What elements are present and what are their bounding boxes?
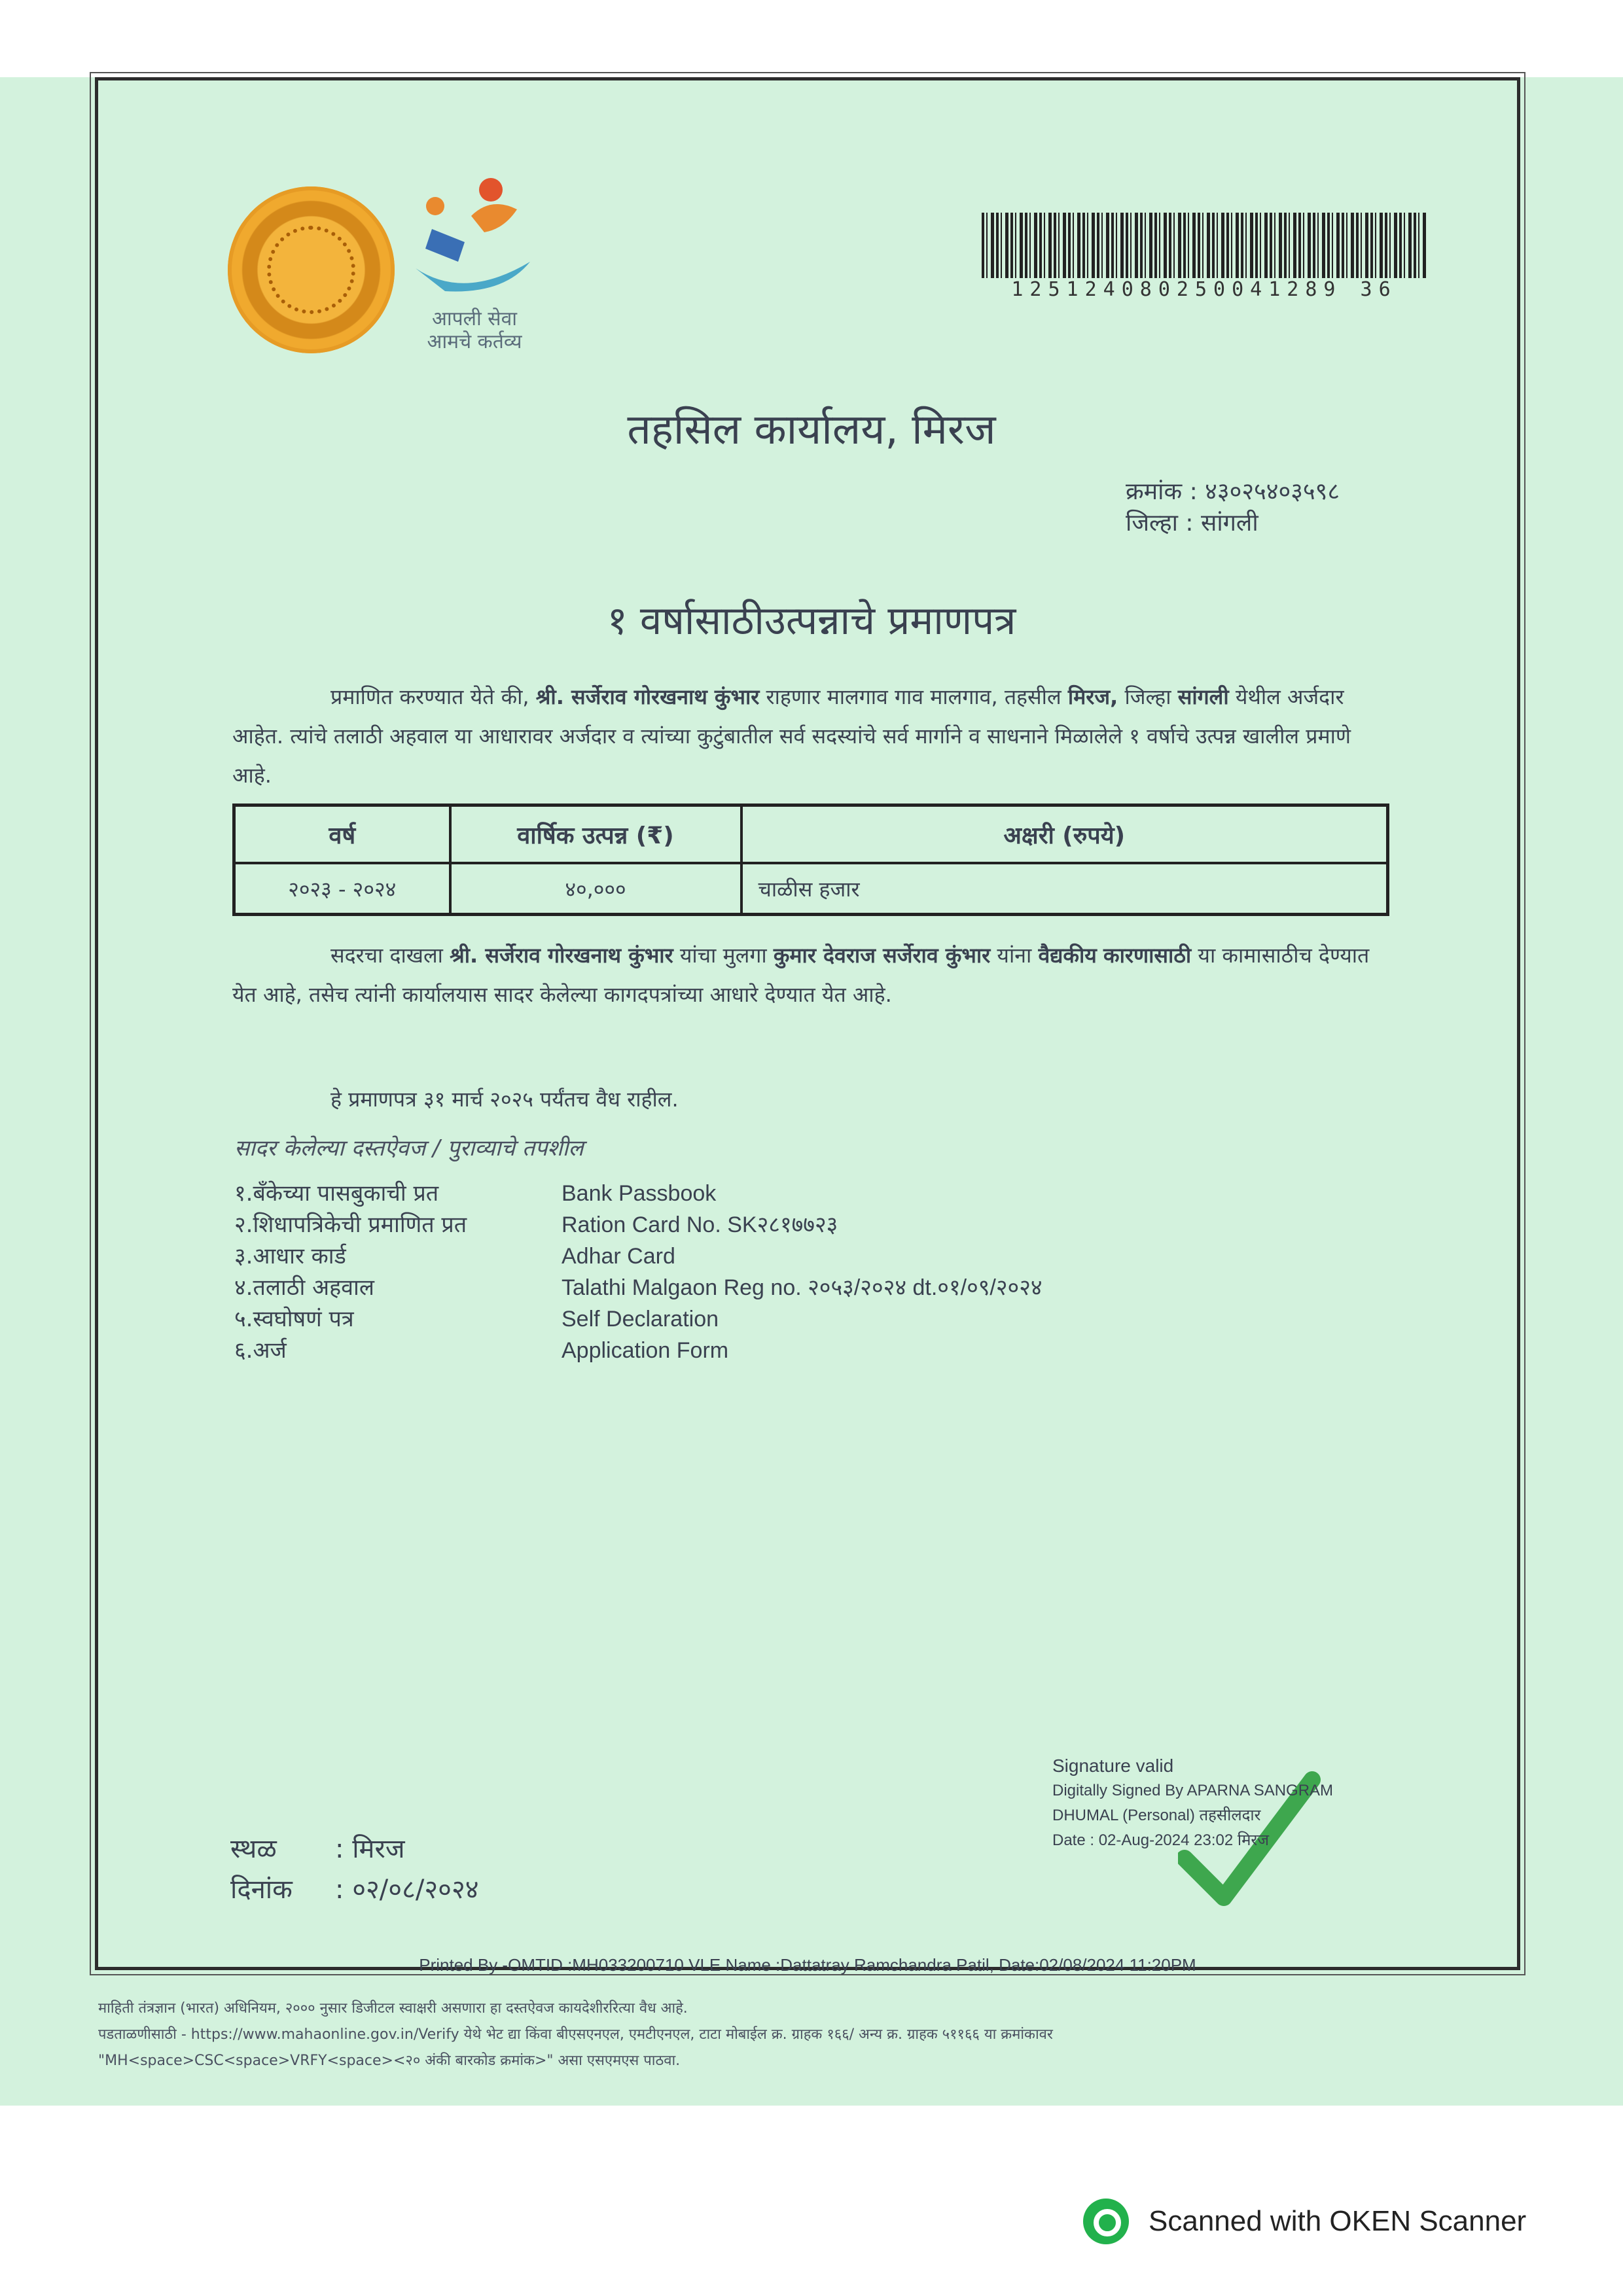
table-header-row [234,805,1388,864]
barcode [982,213,1427,278]
purpose-paragraph: सदरचा दाखला श्री. सर्जेराव गोरखनाथ कुंभार यांचा मुलगा कुमार देवराज सर्जेराव कुंभार यांना वैद्यकीय कारणासाठी या कामासाठीच देण्यात येत आहे, तसेच त्यांनी कार्यालयास सादर केलेल्या कागदपत्रांच्या आधारे देण्यात येत आहे. [232,943,1370,1007]
printed-by-line: Printed By -OMTID :MH033200710 VLE Name :Dattatray Ramchandra Patil, Date:02/08/2024 11:20PM [419,1955,1196,1975]
documents-list [234,1178,1216,1366]
oken-scanner-icon [1083,2199,1129,2244]
certificate-border [95,77,1520,1970]
cell-income: ४०,००० [450,863,741,915]
cell-year: २०२३ - २०२४ [234,863,450,915]
certificate-number: क्रमांक : ४३०२५४०३५९८ [1126,478,1340,505]
column-header-in-words: अक्षरी (रुपये) [741,805,1388,864]
scanner-text: Scanned with OKEN Scanner [1149,2205,1527,2237]
column-header-income: वार्षिक उत्पन्न (₹) [450,805,741,864]
income-table [232,804,1389,916]
certification-paragraph: प्रमाणित करण्यात येते की, श्री. सर्जेराव गोरखनाथ कुंभार राहणार मालगाव गाव मालगाव, तहसील मिरज, जिल्हा सांगली येथील अर्जदार आहेत. त्यांचे तलाठी अहवाल या आधारावर अर्जदार व त्यांच्या कुटुंबातील सर्व सदस्यांचे सर्व मार्गाने व साधनाने मिळालेले १ वर्षाचे उत्पन्न खालील प्रमाणे आहे. [232,684,1351,788]
footer-line: पडताळणीसाठी - https://www.mahaonline.gov.in/Verify येथे भेट द्या किंवा बीएसएनएल, एमटीएनएल, टाटा मोबाईल क्र. ग्राहक १६६/ अन्य क्र. ग्राहक ५११६६ या क्रमांकावर [98,2026,1053,2043]
date-row: दिनांक : ०२/०८/२०२४ [230,1875,479,1905]
signature-date: Date : 02-Aug-2024 23:02 मिरज [1052,1831,1270,1849]
list-item: ३.आधार कार्ड Adhar Card [234,1243,675,1269]
footer-line: माहिती तंत्रज्ञान (भारत) अधिनियम, २००० नुसार डिजीटल स्वाक्षरी असणारा हा दस्तऐवज कायदेशीररित्या वैध आहे. [98,2000,688,2017]
aapli-seva-logo [406,170,543,353]
place-row: स्थळ : मिरज [230,1834,405,1864]
footer-line: "MH<space>CSC<space>VRFY<space><२० अंकी बारकोड क्रमांक>" असा एसएमएस पाठवा. [98,2053,681,2069]
list-item: ६.अर्ज Application Form [234,1337,729,1364]
validity-text: हे प्रमाणपत्र ३१ मार्च २०२५ पर्यंतच वैध राहील. [330,1087,679,1112]
signature-valid-text: Signature valid [1052,1756,1174,1776]
documents-heading: सादर केलेल्या दस्तऐवज / पुराव्याचे तपशील [234,1135,584,1161]
maharashtra-seal-icon [228,186,395,353]
table-row [234,863,1388,915]
reference-block [1126,476,1340,539]
list-item: १.बँकेच्या पासबुकाची प्रत Bank Passbook [234,1180,717,1207]
list-item: ५.स्वघोषणं पत्र Self Declaration [234,1306,719,1332]
column-header-year: वर्ष [234,805,450,864]
list-item: ४.तलाठी अहवाल Talathi Malgaon Reg no. २०५३/२०२४ dt.०१/०९/२०२४ [234,1275,1043,1301]
cell-in-words: चाळीस हजार [741,863,1388,915]
signer-name: DHUMAL (Personal) तहसीलदार [1052,1807,1261,1824]
list-item: २.शिधापत्रिकेची प्रमाणित प्रत Ration Card No. SK२८१७७२३ [234,1212,838,1238]
logo-tagline-1: आपली सेवा [431,308,518,330]
logo-tagline-2: आमचे कर्तव्य [427,330,522,353]
verification-footer [98,1996,1525,2074]
signed-by: Digitally Signed By APARNA SANGRAM [1052,1782,1334,1799]
scanner-watermark [1083,2199,1526,2244]
digital-signature-block [1052,1754,1419,1853]
barcode-number: 125124080250041289 36 [1011,278,1397,301]
district: जिल्हा : सांगली [1126,510,1258,537]
certificate-title: १ वर्षासाठीउत्पन्नाचे प्रमाणपत्र [607,598,1016,644]
office-title: तहसिल कार्यालय, मिरज [627,406,996,454]
place-date-block [230,1829,479,1910]
